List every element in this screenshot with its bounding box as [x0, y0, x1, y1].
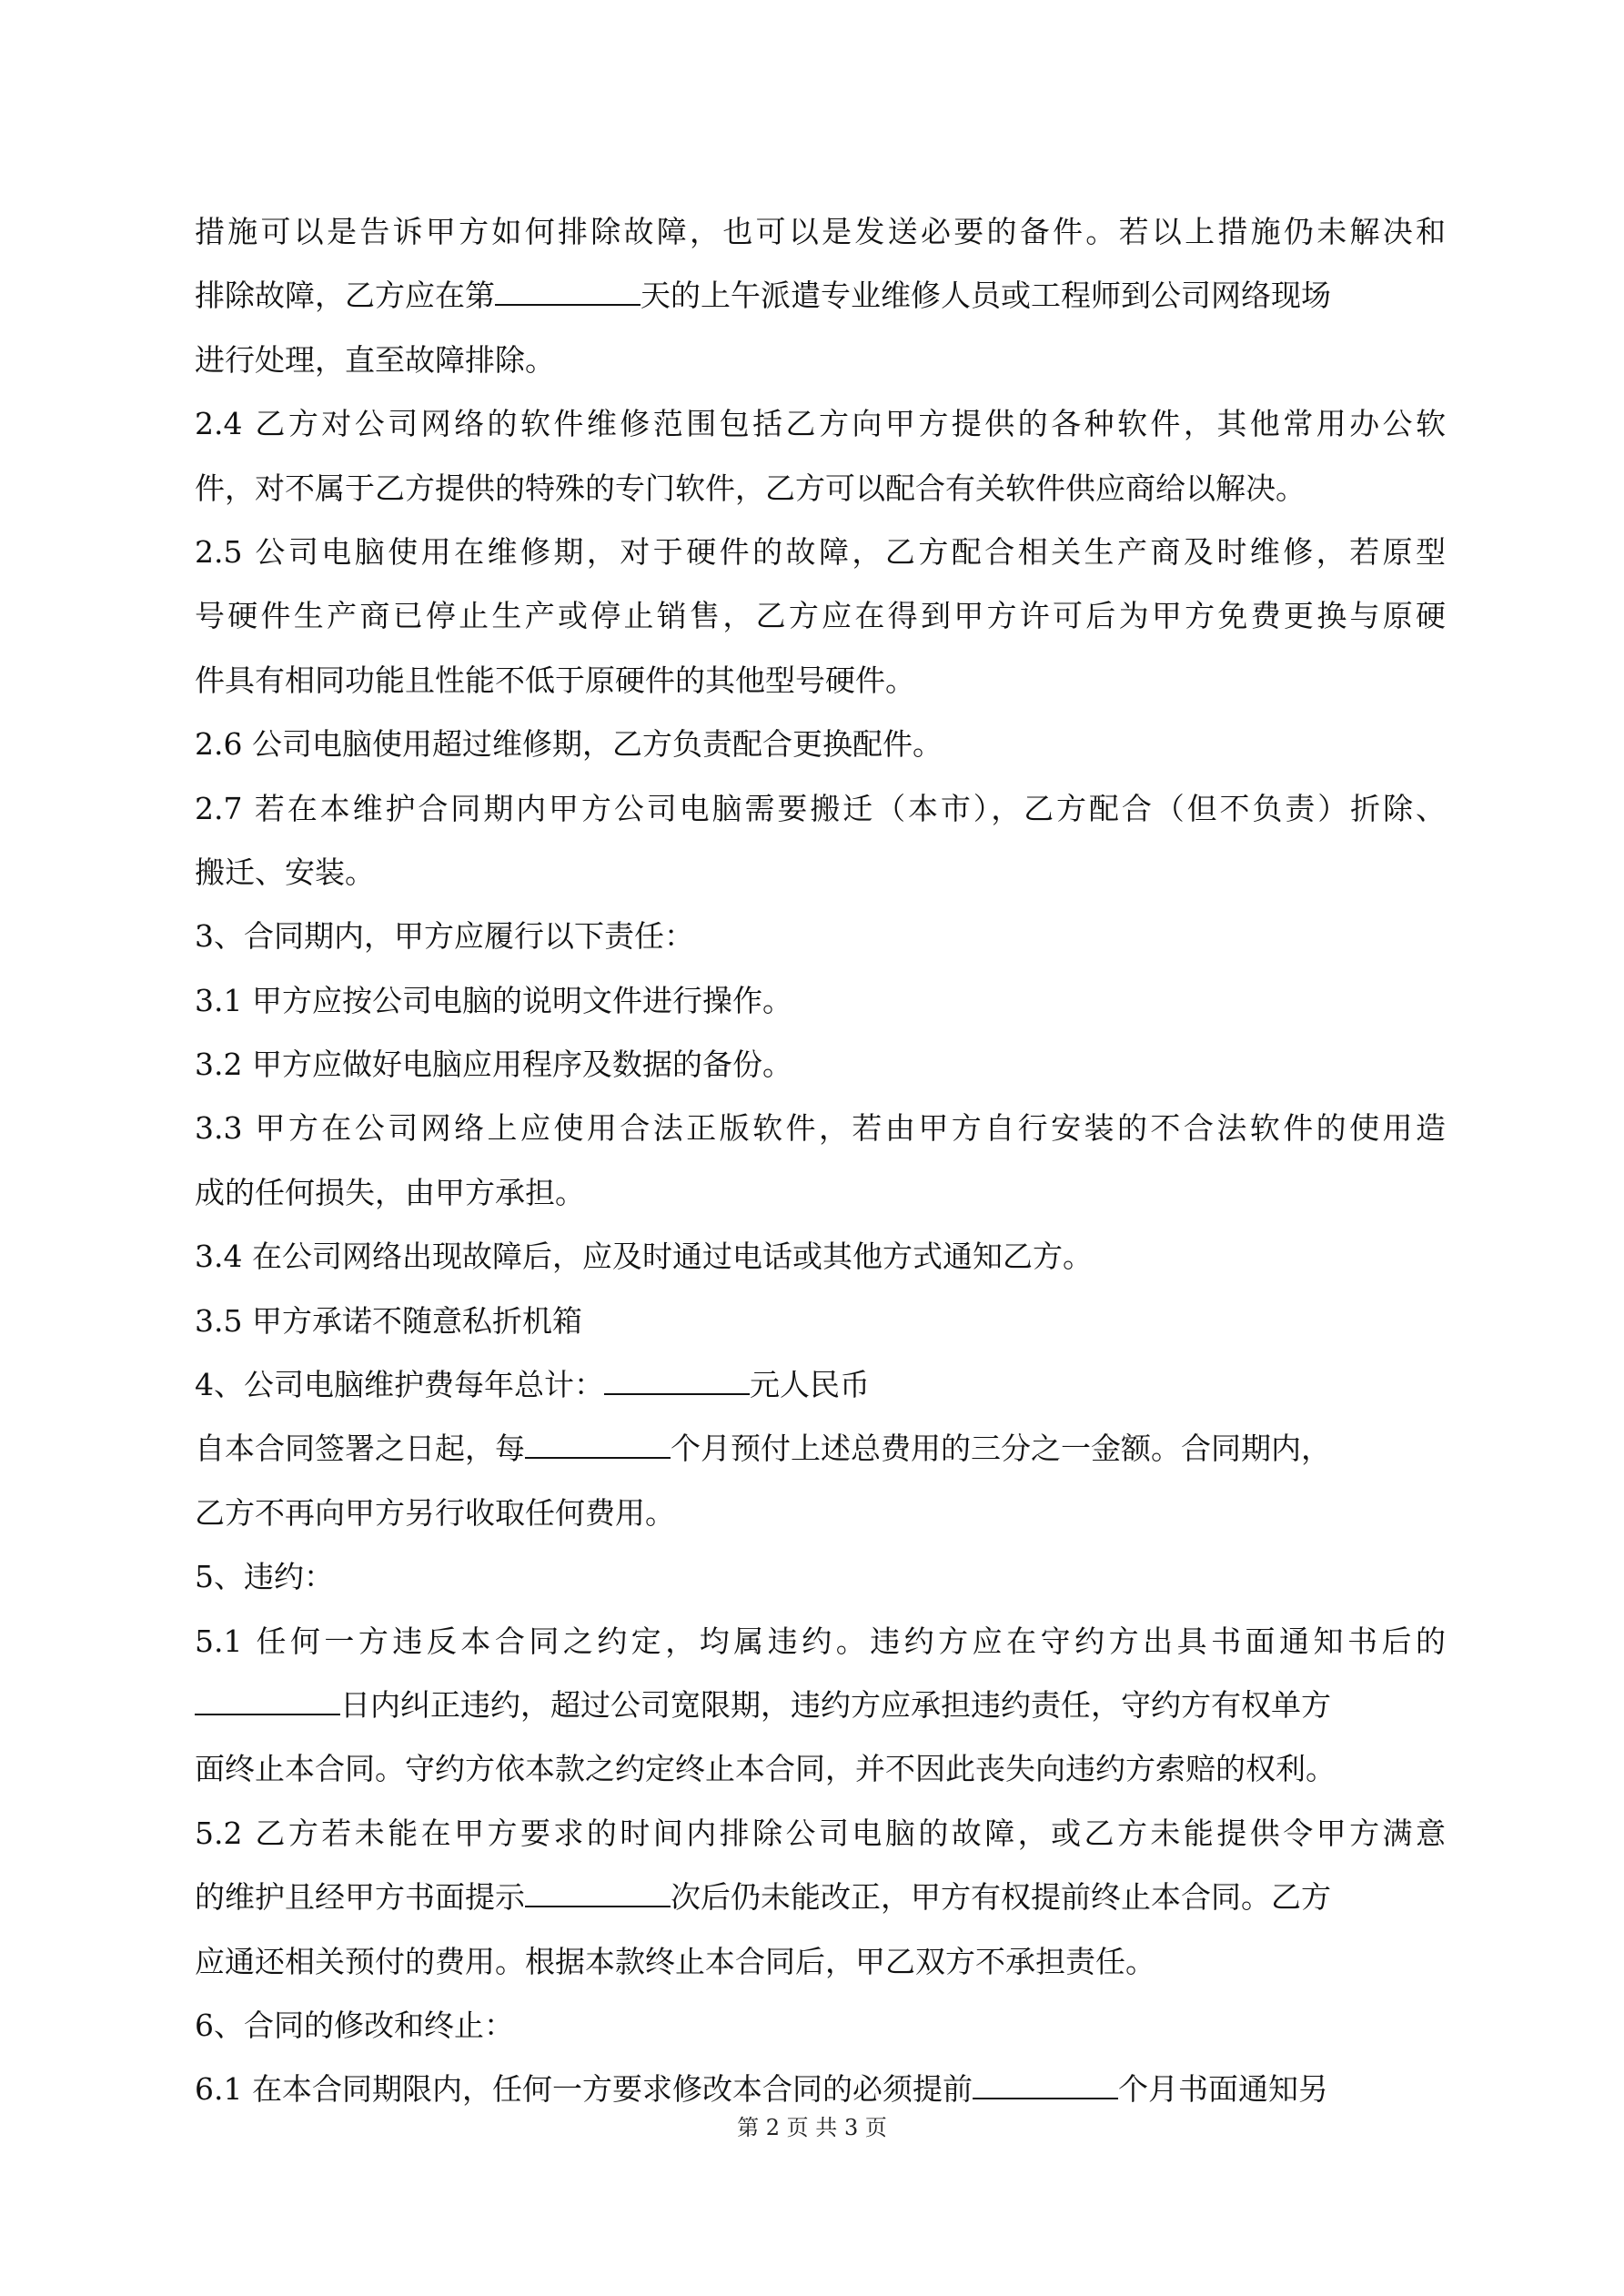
document-body [195, 200, 1446, 2122]
text-segment: 个月预付上述总费用的三分之一金额。合同期内， [671, 1431, 1331, 1467]
text-line: 乙方不再向甲方另行收取任何费用。 [195, 1494, 675, 1531]
clause-5-1: 5.1 任何一方违反本合同之约定，均属违约。违约方应在守约方出具书面通知书后的 [195, 1623, 1446, 1659]
fill-in-blank [525, 1882, 671, 1907]
text-segment: 6.1 在本合同期限内，任何一方要求修改本合同的必须提前 [195, 2071, 973, 2108]
clause-2-4: 2.4 乙方对公司网络的软件维修范围包括乙方向甲方提供的各种软件，其他常用办公软 [195, 406, 1446, 442]
text-line: 件，对不属于乙方提供的特殊的专门软件，乙方可以配合有关软件供应商给以解决。 [195, 470, 1306, 506]
text-segment: 天的上午派遣专业维修人员或工程师到公司网络现场 [641, 278, 1331, 314]
clause-2-6: 2.6 公司电脑使用超过维修期，乙方负责配合更换配件。 [195, 726, 943, 763]
text-line: 搬迁、安装。 [195, 854, 375, 890]
section-4-heading [195, 1353, 1446, 1417]
clause-3-2: 3.2 甲方应做好电脑应用程序及数据的备份。 [195, 1047, 792, 1083]
fill-in-blank [195, 1690, 340, 1715]
fill-in-blank [525, 1433, 671, 1459]
page-number-footer: 第 2 页 共 3 页 [737, 2115, 887, 2140]
text-segment: 元人民币 [750, 1367, 870, 1403]
clause-3-4: 3.4 在公司网络出现故障后，应及时通过电话或其他方式通知乙方。 [195, 1239, 1093, 1275]
clause-2-5: 2.5 公司电脑使用在维修期，对于硬件的故障，乙方配合相关生产商及时维修，若原型 [195, 533, 1446, 570]
text-segment: 的维护且经甲方书面提示 [195, 1879, 525, 1916]
text-segment: 4、公司电脑维护费每年总计： [195, 1367, 604, 1403]
text-line: 面终止本合同。守约方依本款之约定终止本合同，并不因此丧失向违约方索赔的权利。 [195, 1751, 1336, 1787]
text-line: 措施可以是告诉甲方如何排除故障，也可以是发送必要的备件。若以上措施仍未解决和 [195, 214, 1446, 249]
text-segment: 排除故障，乙方应在第 [195, 278, 495, 314]
text-line [195, 1674, 1446, 1737]
section-5-heading: 5、违约： [195, 1559, 334, 1595]
text-line: 号硬件生产商已停止生产或停止销售，乙方应在得到甲方许可后为甲方免费更换与原硬 [195, 598, 1446, 634]
text-line [195, 264, 1446, 328]
text-segment: 日内纠正违约，超过公司宽限期，违约方应承担违约责任，守约方有权单方 [340, 1686, 1331, 1723]
text-line: 应通还相关预付的费用。根据本款终止本合同后，甲乙双方不承担责任。 [195, 1943, 1155, 1979]
section-3-heading: 3、合同期内，甲方应履行以下责任： [195, 918, 694, 955]
clause-3-3: 3.3 甲方在公司网络上应使用合法正版软件，若由甲方自行安装的不合法软件的使用造 [195, 1110, 1446, 1147]
fill-in-blank [495, 280, 641, 306]
fill-in-blank [604, 1370, 750, 1395]
fill-in-blank [973, 2074, 1118, 2099]
text-line: 件具有相同功能且性能不低于原硬件的其他型号硬件。 [195, 662, 915, 698]
text-segment: 自本合同签署之日起，每 [195, 1431, 525, 1467]
clause-2-7: 2.7 若在本维护合同期内甲方公司电脑需要搬迁（本市），乙方配合（但不负责）折除、 [195, 790, 1446, 826]
clause-3-1: 3.1 甲方应按公司电脑的说明文件进行操作。 [195, 982, 792, 1018]
text-line: 成的任何损失，由甲方承担。 [195, 1174, 585, 1210]
text-segment: 个月书面通知另 [1117, 2071, 1328, 2108]
text-line [195, 1417, 1446, 1481]
clause-3-5: 3.5 甲方承诺不随意私折机箱 [195, 1302, 582, 1339]
text-segment: 次后仍未能改正，甲方有权提前终止本合同。乙方 [671, 1879, 1331, 1916]
text-line: 进行处理，直至故障排除。 [195, 341, 555, 378]
clause-5-2: 5.2 乙方若未能在甲方要求的时间内排除公司电脑的故障，或乙方未能提供令甲方满意 [195, 1815, 1446, 1851]
section-6-heading: 6、合同的修改和终止： [195, 2007, 514, 2043]
text-line [195, 1866, 1446, 1929]
